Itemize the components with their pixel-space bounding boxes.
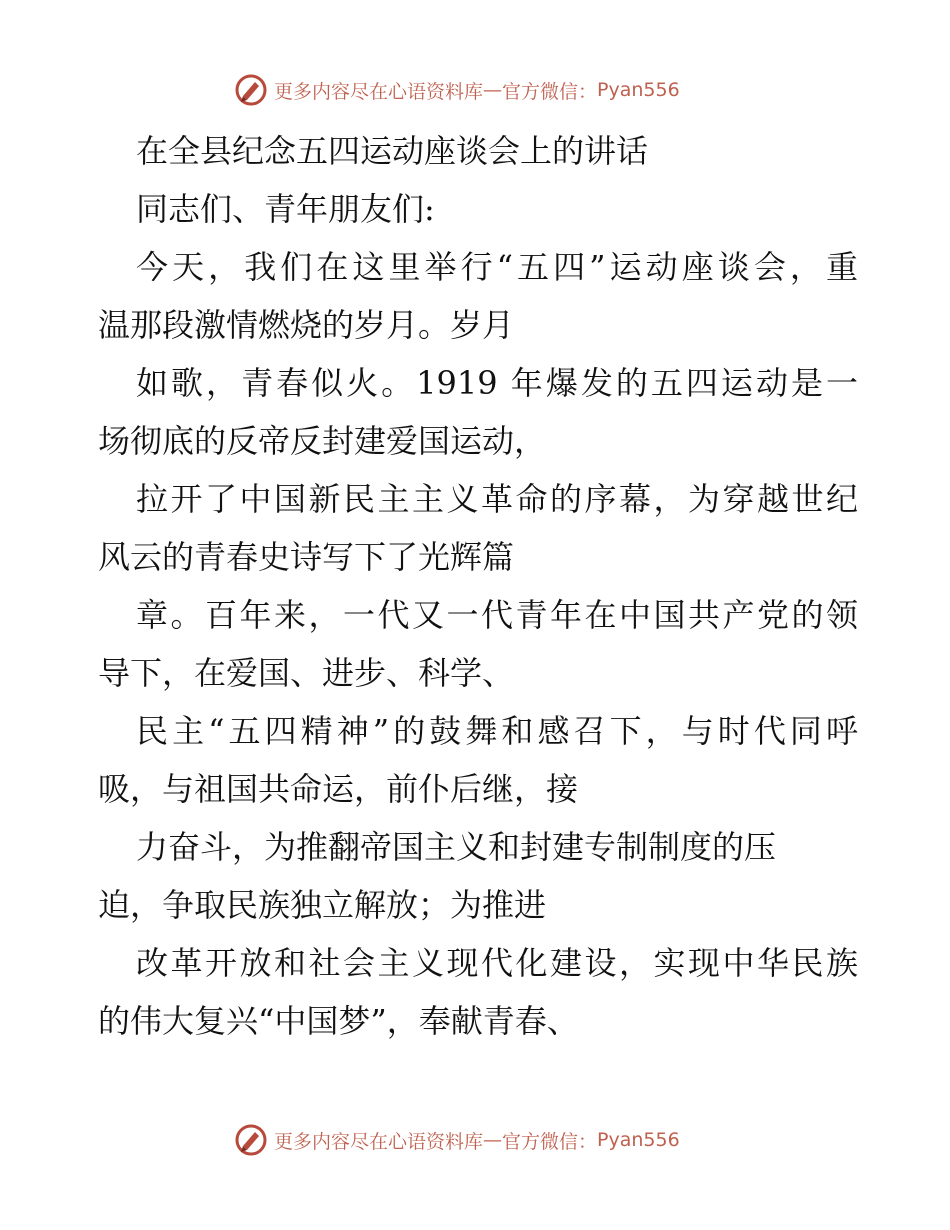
banner-prefix: 更多内容尽在心语资料库 [274,1130,484,1153]
text-line: 拉开了中国新民主主义革命的序幕，为穿越世纪 [136,480,858,518]
salutation: 同志们、青年朋友们: [136,190,435,228]
banner-suffix: 官方微信： [502,1130,598,1153]
text-line: 场彻底的反帝反封建爱国运动， [98,422,547,460]
banner-wechat-id: Pyan556 [597,1129,680,1151]
pen-logo-icon [234,73,268,107]
text-line: 民主“五四精神”的鼓舞和感召下，与时代同呼 [136,712,858,750]
document-body [98,122,858,1050]
text-line: 如歌，青春似火。1919 年爆发的五四运动是一 [136,364,858,402]
banner-prefix: 更多内容尽在心语资料库 [274,80,484,103]
text-line: 迫，争取民族独立解放；为推进 [98,886,547,924]
text-line: 温那段激情燃烧的岁月。岁月 [98,306,515,344]
text-line: 今天，我们在这里举行“五四”运动座谈会，重 [136,248,858,286]
banner-wechat-id: Pyan556 [597,79,680,101]
text-line: 吸，与祖国共命运，前仆后继，接 [98,770,579,808]
text-line: 的伟大复兴“中国梦”，奉献青春、 [98,1002,579,1040]
banner-separator: — [483,79,503,101]
header-banner [234,72,680,108]
document-title: 在全县纪念五四运动座谈会上的讲话 [136,132,649,170]
text-line: 改革开放和社会主义现代化建设，实现中华民族 [136,944,858,982]
banner-separator: — [483,1129,503,1151]
text-line: 导下，在爱国、进步、科学、 [98,654,515,692]
text-line: 力奋斗，为推翻帝国主义和封建专制制度的压 [136,828,777,866]
text-line: 风云的青春史诗写下了光辉篇 [98,538,515,576]
banner-suffix: 官方微信： [502,80,598,103]
text-line: 章。百年来，一代又一代青年在中国共产党的领 [136,596,858,634]
pen-logo-icon [234,1123,268,1157]
footer-banner [234,1122,680,1158]
